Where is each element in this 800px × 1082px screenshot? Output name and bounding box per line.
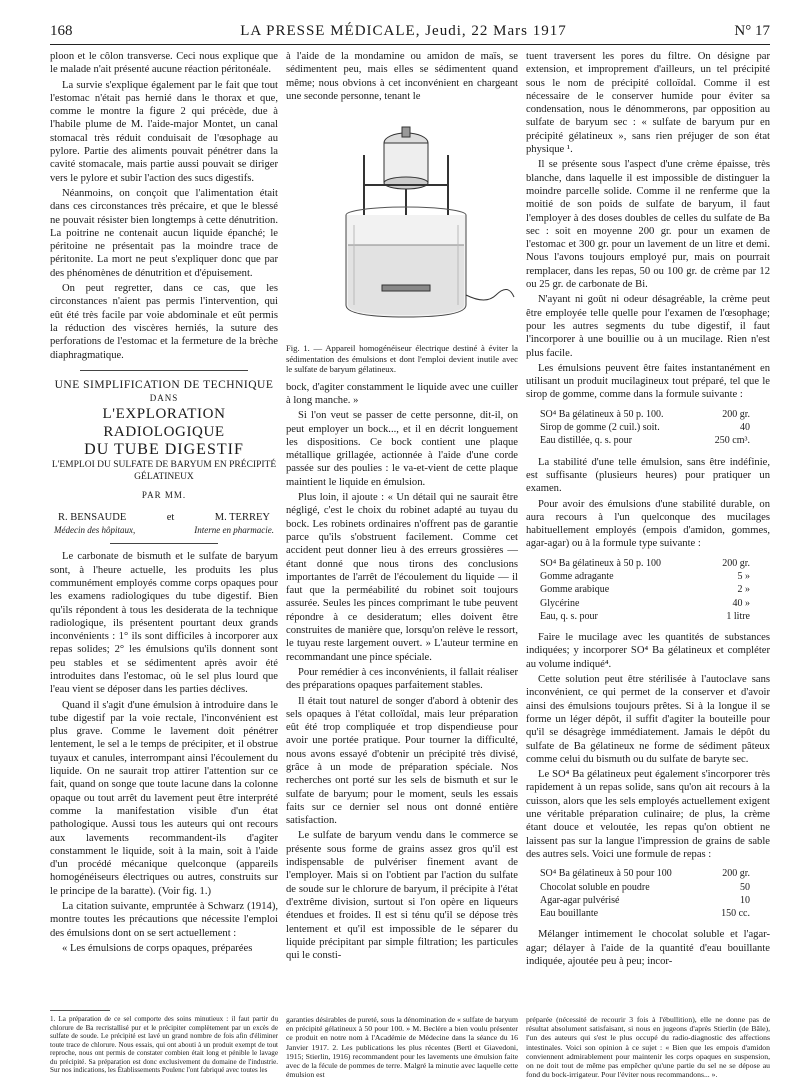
formula-row: Eau, q. s. pour 1 litre: [540, 610, 750, 622]
formula-row: Agar-agar pulvérisé 10: [540, 894, 750, 906]
article-subtitle: L'EMPLOI DU SULFATE DE BARYUM EN PRÉCIPITÉ GÉLATINEUX: [51, 460, 277, 483]
article-par: PAR MM.: [141, 490, 187, 501]
formula-2: [540, 557, 770, 623]
paragraph: Le sulfate de baryum vendu dans le commerce se présente sous forme de grains assez gros qu'il est indispensable de pulvériser finement avant de l'employer. Mais si on l'obtient par l'action du sulfate de soude sur le chlorure de baryum, il précipite à l'état d'extrême division, surtout si l'on opère en liqueurs étendues et froides. Il est si ténu qu'il se dépose très lentement et qu'il est impossible de le séparer du liquide précipitant par simple filtration; les particules qui le consti-: [286, 830, 518, 962]
author-1: R. BENSAUDE: [58, 511, 127, 523]
paragraph: Il était tout naturel de songer d'abord à obtenir des sels opaques à l'état colloïdal, mais leur préparation eût été trop compliquée et trop dispendieuse pour avoir une portée pratique. Pour tourner la difficulté, nous avons essayé d'obtenir un précipité très divisé, grâce à un mode de préparation spéciale. Nos recherches ont porté sur les sels de bismuth et sur le sulfate de baryum; pour le moment, seuls les essais faits sur ce dernier sel nous ont donné entière satisfaction.: [286, 695, 518, 827]
issue-number: N° 17: [734, 22, 770, 39]
author-et: et: [166, 511, 175, 523]
paragraph: Le carbonate de bismuth et le sulfate de baryum sont, à l'heure actuelle, les produits les plus communément employés comme corps opaques pour les examens radiologiques du tube digestif. Bien qu'ils répondent à tous les desiderata de la technique radiologique, ils présentent pourtant deux grands inconvénients : 1° ils sont difficiles à incorporer aux repas solides; 2° les émulsions qu'ils donnent sont peu stables et se sédimentent après avoir été introduites dans l'estomac, où le sel plus lourd que l'eau vient se déposer dans les parties déclives.: [50, 551, 278, 696]
column-1: [50, 50, 278, 957]
paragraph: bock, d'agiter constamment le liquide avec une cuiller à long manche. »: [286, 381, 518, 406]
affiliation-2: Interne en pharmacie.: [194, 525, 274, 536]
column-3: [526, 50, 770, 970]
article-kicker-dans: DANS: [149, 393, 179, 404]
paragraph: Mélanger intimement le chocolat soluble et l'agar-agar; délayer à l'aide de la quantité d'eau bouillante indiquée, ajoutée peu à peu; incor-: [526, 929, 770, 967]
paragraph: Néanmoins, on conçoit que l'alimentation était dans ces circonstances très précaire, et que le blessé ne pouvait résister bien longtemps à cette dénutrition. La poitrine ne contenait aucun liquide épanché; le péritoine ne présentait pas la moindre trace de péritonite. La mort ne peut s'expliquer donc que par des phénomènes de dénutrition et d'épuisement.: [50, 187, 278, 279]
author-2: M. TERREY: [214, 511, 270, 523]
article-title: L'EXPLORATION RADIOLOGIQUE: [102, 406, 226, 441]
formula-row: Eau bouillante 150 cc.: [540, 908, 750, 920]
footnote-col3: préparée (nécessité de recourir 3 fois à l'ébullition), elle ne donne pas de résultat absolument satisfaisant, si nous en jugeons d'après Stierlin (de Bâle), l'un des auteurs qui s'est le plus occupé du radio-diagnostic des affections intestinales. Voici son opinion à ce sujet : « Bien que les empois d'amidon conviennent admirablement pour maintenir les corps opaques en suspension, on ne doit tout de même pas empêcher qu'une partie du sel ne se dépose au fond du bock-irrigateur. Pour l'éviter nous recommandons... ».: [526, 1015, 770, 1080]
footnote-col2: garanties désirables de pureté, sous la dénomination de « sulfate de baryum en précipité gélatineux à 50 pour 100. » M. Beclère a bien voulu présenter ce produit en notre nom à l'Académie de Médecine dans la séance du 16 Janvier 1917. 2. Les publications les plus récentes (Bertl et Giavedoni, 1915; Stierlin, 1916) recommandent pour les lavements une émulsion faite avec de la fécule de pommes de terre. Malgré la minutie avec laquelle cette émulsion est: [286, 1015, 518, 1080]
paragraph: Le SO⁴ Ba gélatineux peut également s'incorporer très rapidement à un repas solide, sans qu'on ait recours à la cuisson, alors que les sels employés actuellement exigent une véritable préparation culinaire; de plus, la crème étant douce et veloutée, les repas qu'on obtient ne laissent pas sur la langue l'impression de grains de sable des autres sels. Voici une formule de repas :: [526, 769, 770, 860]
paragraph: La survie s'explique également par le fait que tout l'estomac n'était pas hernié dans le thorax et que, comme le montre la figure 2 qui précède, due à l'habile plume de M. l'aide-major Montet, un canal stomacal très réduit conduisait de l'œsophage au pylore. Partie des aliments pouvait pénétrer dans la cavité stomacale, mais partie aussi pouvait se diriger vers le pylore et subir l'action des sucs digestifs.: [50, 79, 278, 184]
paragraph: Plus loin, il ajoute : « Un détail qui ne saurait être négligé, c'est le choix du robinet adapté au tuyau du bock. Les robinets ordinaires n'offrent pas de garantie parce qu'ils s'obstruent facilement. Comme cet accident peut donner lieu à des erreurs grossières — étant donné que nous tirons des conclusions importantes de l'arrêt de l'écoulement du liquide — il faut que la perméabilité du robinet soit toujours assurée. Seules les pinces comprimant le tube peuvent répondre à ce desideratum; elles doivent être construites de manière que, lorsqu'on relève le ressort, le tuyau reste largement ouvert. » L'auteur termine en recommandant une pince spéciale.: [286, 492, 518, 663]
formula-row: Sirop de gomme (2 cuil.) soit. 40: [540, 422, 750, 434]
page-header: [50, 20, 770, 42]
paragraph: La citation suivante, empruntée à Schwarz (1914), montre toutes les précautions que nécessite l'emploi des émulsions dont on se sert actuellement :: [50, 901, 278, 939]
formula-row: Gomme arabique 2 »: [540, 584, 750, 596]
footnote-rule: [50, 1010, 110, 1011]
paragraph: Pour remédier à ces inconvénients, il fallait réaliser des préparations opaques parfaitement stables.: [286, 666, 518, 692]
header-rule: [50, 44, 770, 45]
formula-row: Eau distillée, q. s. pour 250 cm³.: [540, 435, 750, 447]
section-divider: [80, 370, 248, 371]
formula-row: SO⁴ Ba gélatineux à 50 p. 100. 200 gr.: [540, 408, 750, 420]
article-title-2: DU TUBE DIGESTIF: [84, 441, 244, 459]
section-divider: [110, 543, 218, 544]
formula-3: [540, 867, 770, 920]
paragraph: tuent traversent les pores du filtre. On désigne par extension, et improprement d'ailleurs, un tel précipité sous le nom de précipité colloïdal. Comme il est nécessaire de le conserver humide pour éviter sa condensation, nous le dénommerons, par opposition au sulfate de baryum sec : « sulfate de baryum pur en précipité gélatineux », sans rien préjuger de son état physique ¹.: [526, 51, 770, 156]
footnote-col1: 1. La préparation de ce sel comporte des soins minutieux : il faut partir du chlorure de Ba recristallisé pur et le précipiter complètement par un excès de sulfate de soude. Le précipité est lavé un grand nombre de fois afin d'éliminer toute trace de chlorure. Nous essais, qui ont abouti à un produit exempt de tout reproche, nous ont permis de constater combien était long et pénible le lavage du précipité. Sa préparation est donc exclusivement du domaine de l'industrie. Sur nos indications, les Établissements Poulenc l'ont fabriqué avec toutes les: [50, 1015, 278, 1075]
formula-1: [540, 408, 770, 448]
page-number: 168: [50, 22, 73, 39]
affiliations: [50, 524, 278, 537]
paragraph: On peut regretter, dans ce cas, que les circonstances n'aient pas permis l'intervention, qui eût été très facile par voie abdominale et eût permis la réduction des viscères herniés, la suture des perforations de l'estomac et la fermeture de la brèche diaphragmatique.: [50, 283, 278, 361]
paragraph: N'ayant ni goût ni odeur désagréable, la crème peut être employée telle quelle pour l'examen de l'œsophage; pour les autres segments du tube digestif, il faut l'incorporer à une bouillie ou à un mucilage. Rien n'est plus facile.: [526, 294, 770, 359]
paragraph: « Les émulsions de corps opaques, préparées: [62, 942, 253, 954]
paragraph: Pour avoir des émulsions d'une stabilité durable, on aura recours à l'un quelconque des mucilages habituellement employés (empois d'amidon, gommes, agar-agar) ou à la formule type suivante :: [526, 498, 770, 550]
article-header: [50, 379, 278, 537]
formula-row: Gomme adragante 5 »: [540, 570, 750, 582]
paragraph: Quand il s'agit d'une émulsion à introduire dans le tube digestif par la voie rectale, l'inconvénient est plus grave. Comme le lavement doit pénétrer lentement, le sel a le temps de précipiter, et il obstrue tuyaux et canules, interrompant ainsi l'écoulement du liquide. On ne saurait trop attirer l'attention sur ce fait, quand on songe que toute lacune dans la colonne opaque ou tout arrêt du lavement peut être interprété comme la manifestation visible d'un état pathologique. Aussi tous les auteurs qui ont recours aux lavements recommandent-ils d'agiter constamment le liquide, soit à la main, soit à l'aide d'un procédé mécanique quelconque (appareils homogénéiseurs électriques ou autres, construits sur le principe de la baratte). (Voir fig. 1.): [50, 699, 278, 897]
paragraph: Faire le mucilage avec les quantités de substances indiquées; y incorporer SO⁴ Ba gélatineux et compléter au volume indiqué⁴.: [526, 632, 770, 670]
formula-row: SO⁴ Ba gélatineux à 50 p. 100 200 gr.: [540, 557, 750, 569]
authors: [50, 511, 278, 524]
figure-caption: Fig. 1. — Appareil homogénéiseur électrique destiné à éviter la sédimentation des émulsions et dont l'emploi devient inutile avec le sulfate de baryum gélatineux.: [286, 343, 518, 375]
paragraph: Si l'on veut se passer de cette personne, dit-il, on peut employer un bock..., et il en décrit longuement les dispositions. Ce bock contient une plaque métallique grillagée, actionnée à l'aide d'une corde passée sur des poulies : le va-et-vient de cette plaque maintient le liquide en émulsion.: [286, 410, 518, 488]
paragraph: à l'aide de la mondamine ou amidon de maïs, se sédimentent peu, mais elles se sédimentent quand même; nous obvions à cet inconvénient en chargeant une seconde personne, tenant le: [286, 51, 518, 102]
column-2: [286, 50, 518, 964]
homogenizer-apparatus-illustration: [286, 105, 518, 341]
figure-1: [286, 105, 518, 341]
article-kicker: UNE SIMPLIFICATION DE TECHNIQUE: [54, 378, 274, 391]
journal-title: LA PRESSE MÉDICALE, Jeudi, 22 Mars 1917: [240, 22, 567, 39]
paragraph: ploon et le côlon transverse. Ceci nous explique que le malade n'ait présenté aucune réaction péritonéale.: [50, 51, 278, 76]
paragraph: La stabilité d'une telle émulsion, sans être indéfinie, est suffisante (plusieurs heures) pour pratiquer un examen.: [526, 456, 770, 495]
paragraph: Il se présente sous l'aspect d'une crème épaisse, très blanche, dans laquelle il est impossible de distinguer la moindre parcelle solide. Comme il ne renferme que la moitié de son poids de sulfate de baryum, il faut l'employer à des doses doubles de celles du sulfate de Ba sec : soit en moyenne 200 gr. pour un examen de l'estomac et 300 gr. pour un lavement de un litre et demi. Nous l'avons toujours employé pur, mais on pourrait remplacer, dans les repas, 50 ou 100 gr. de crème par 12 ou 25 gr. de carbonate de Bi.: [526, 159, 770, 291]
formula-row: SO⁴ Ba gélatineux à 50 pour 100 200 gr.: [540, 868, 750, 880]
formula-row: Glycérine 40 »: [540, 597, 750, 609]
affiliation-1: Médecin des hôpitaux,: [54, 525, 136, 536]
paragraph: Cette solution peut être stérilisée à l'autoclave sans inconvénient, ce qui permet de la conserver et d'avoir ainsi des émulsions toujours prêtes. Si à la longue il se forme un léger dépôt, il suffit d'agiter la bouteille pour qu'il se désagrège immédiatement. Jamais le dépôt du sulfate de Ba gélatineux ne forme de sédiment pâteux comme celui du bismuth ou du sulfate de baryte sec.: [526, 674, 770, 765]
paragraph: Les émulsions peuvent être faites instantanément en utilisant un produit mucilagineux tout préparé, tel que le sirop de gomme, comme dans la formule suivante :: [526, 362, 770, 401]
formula-row: Chocolat soluble en poudre 50: [540, 881, 750, 893]
